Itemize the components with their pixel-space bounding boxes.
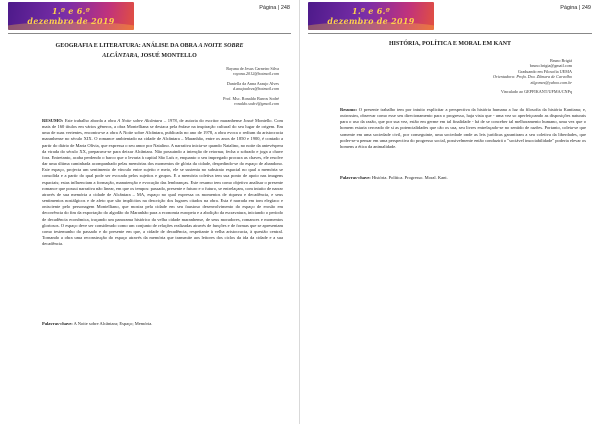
header-divider — [8, 33, 291, 34]
abstract-paragraph — [42, 118, 283, 247]
abstract-text: O presente trabalho tem por intuito explicitar a perspectiva da história humana a luz da filosofia da história Kantiana; e, outrossim, observar como esse seu direcionamento para o progresso, haja vista que - uma vez so aperfeiçoando as disposições naturais para o uso da razão, que por sua vez, estão em germe em tal finalidade - há de se conceber tal melhoramento humano, uma vez que o homem estaria cerceado de si as potencialidades que cão os usa, seu livres entrelaçado-se no sentido de razões. Portanto, coleta-se que somente em uma sociedade civil, por conseguinte, uma sociedade onde as leis jurídicas garantiram a seu coletiva da liberdades, que poder-se-a pensar em uma perspectiva do progresso social, possivelmente então conduzirá o "sociável insociabilidade" poderia elevar os homens a ética da animalidade. — [340, 107, 586, 149]
page-249 — [300, 0, 600, 424]
author-email: rayana.2012@hotmail.com — [233, 71, 279, 77]
author-line: Bruno Brigiá — [550, 58, 572, 63]
author-email: ronaldo.sodré@gmail.com — [234, 101, 279, 107]
banner-date-days: 1.º e 6.º — [351, 6, 391, 16]
title-book-part-2: ALCÂNTARA, — [102, 53, 140, 59]
keywords-text: A Noite sobre Alcântara; Espaço; Memória. — [73, 321, 153, 326]
banner-text — [308, 6, 434, 26]
author-list — [223, 66, 279, 106]
abstract-paragraph — [340, 107, 586, 150]
author-line: Graduando em Filosofia UEMA — [517, 68, 572, 74]
advisor-line: Orientadora: Profa. Dra. Zilmara de Carvalho — [492, 74, 572, 80]
keywords-line — [340, 175, 586, 181]
affiliation-line: Vinculado ao GEPFIKANT/UFMA/CNPq — [500, 89, 572, 95]
advisor-email: zilgomes@yahoo.com.br — [530, 79, 572, 85]
author-list — [493, 58, 572, 94]
title-part-1: GEOGRAFIA E LITERATURA: ANÁLISE DA OBRA — [55, 43, 197, 49]
abstract-label: RESUMO: — [42, 118, 64, 123]
event-banner-left — [8, 2, 134, 30]
event-banner-right — [308, 2, 434, 30]
title-line-2 — [14, 51, 285, 61]
banner-date-month: dezembro de 2019 — [27, 16, 115, 26]
abstract-intro: Este trabalho aborda a obra — [64, 118, 116, 123]
keywords-text: História. Política. Progresso. Moral. Kant. — [371, 175, 448, 180]
page-number: Página | 248 — [259, 5, 290, 11]
keywords-label: Palavras-chave: — [340, 175, 371, 180]
page-number: Página | 249 — [560, 5, 591, 11]
banner-text — [8, 6, 134, 26]
abstract-book-title: A Noite sobre Alcântara — [117, 118, 163, 123]
author-line: bruno.brigia@gmail.com — [529, 63, 572, 69]
title-book-part-1: A NOITE SOBRE — [198, 43, 244, 49]
abstract-text: – 1978, de autoria do escritor maranhense Josué Montello. Com mais de 160 títulos em vários gêneros, a obra Montelliana se destaca pela ênfase na inspiração cultural do seu lugar de origem. Em uma de suas vertentes, encontra-se a obra A Noite sobre Alcântara, publicada no ano de 1978, a obra evoca o redium da aristocracia maranhense no século XIX. O romance ambientado na cidade de Alcântara – Maranhão, entre os anos de 1850 e 1900, é contado a partir do diário de Maria Olívia, que expressa o seu amor por Natalino. A narrativa inicia-se quando Natalino, no noite da antevéspera da virada do século XX, preparava-se para deixar Alcântara. Não possuindo a intenção de retornar, fecha o sobrado e joga a chave fora. Entretanto, acaba perdendo o barco que o levaria à capital São Luís e, enquanto o seu impregado procura as chaves, ele resolve dar uma última caminhada acompanhado pelas memórias dos momentos de glória da cidade, despedindo-se do espaço de abandono. Este espaço, projecta um sentimento de vínculo entre sujeito e meio, ele se sustenta no substrato espacial no qual a memória se consolida e a partir do qual pode ser evocada pelos sujeitos e grupos. E a memória coletiva tem sua ponto de apoio nas imagens espaciais; estas influenciam a formação, manutenção e evocação das lembranças. Este resumo tem como objetivo analisar o presente romance que possui narrativa não linear, em que os tempos: passado, presente e futuro e o futuro, se entrelaçam, com intuito de narrar através de sua memória a cidade de Alcântara – MA, espaço no qual expressa os momentos de riqueza e decadência, e seus sentimentos nostálgicos e de afeto que são implícitos na descrição dos lugares citados na obra. Esta é narrada em tom elegíaco e onisciente pelo personagem Montelliano, que mostra pela cidade em seu faustoso desenvolvimento do espaço de erosão em decorrência do fim da exportação do algodão do Maranhão para a economia europeia e a abolição da escravatura, iniciando o período de decadência econômica, traçando um panorama histórico da velha cidade maranhense, de seus moradores, romances e momentos gloriosos. O espaço deve ser considerado como um conjunto de relações realizadas através de funções e de formas que se apresentam como testemunho do passado e do presente em que, a cidade de decadência, respeitante à velha aristocracia, à questão central. Tornando a obra uma reconstrução do espaço através da memória que transmite aos leitores dos ciclos da ida da cidade e a sua decadência. — [42, 118, 284, 247]
author-email: d.anajaalves@hotmail.com — [233, 86, 279, 92]
banner-date-days: 1.º e 6.º — [51, 6, 91, 16]
author-name: Daniella da Anna Araujo Alves — [226, 80, 279, 86]
author-name: Rayana de Jesus Carneiro Silva — [226, 66, 279, 71]
banner-date-month: dezembro de 2019 — [327, 16, 415, 26]
header-divider — [308, 33, 592, 34]
abstract-label: Resumo: — [340, 107, 357, 112]
title-author: JOSUÉ MONTELLO — [140, 53, 197, 59]
author-name: Prof. Msc. Ronaldo Barros Sodré — [223, 95, 279, 101]
keywords-line — [42, 321, 283, 327]
article-title — [14, 41, 285, 61]
article-title: HISTÓRIA, POLÍTICA E MORAL EM KANT — [388, 41, 512, 47]
keywords-label: Palavras-chave: — [42, 321, 73, 326]
